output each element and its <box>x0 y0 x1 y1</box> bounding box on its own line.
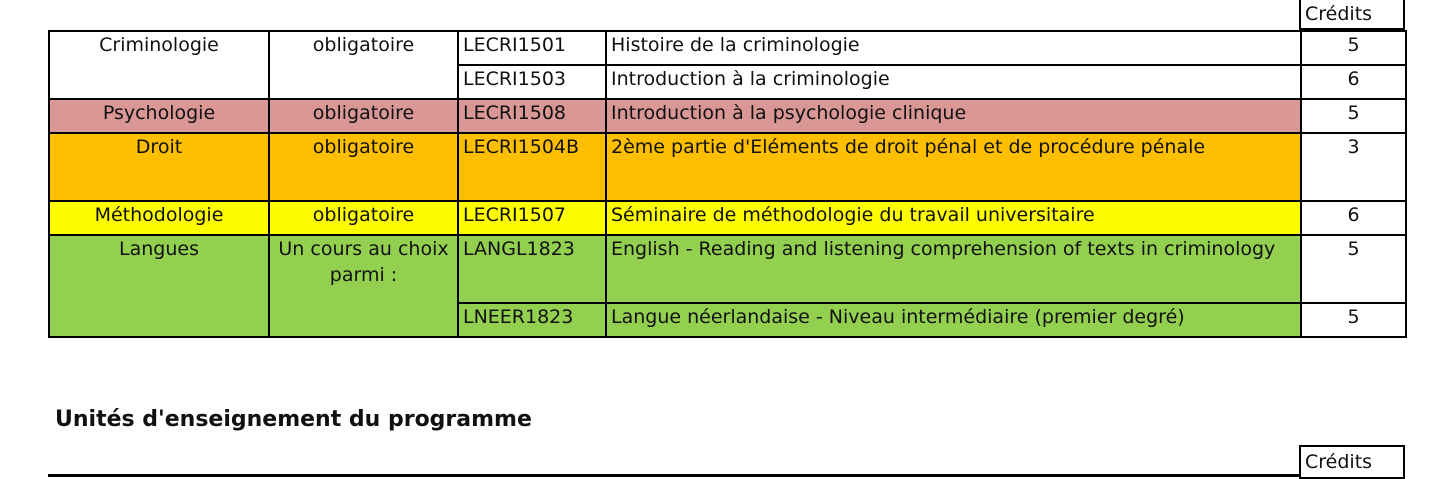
subject-cell: Psychologie <box>49 99 269 133</box>
course-title: English - Reading and listening comprehension of texts in criminology <box>606 235 1301 303</box>
course-code: LECRI1507 <box>458 201 606 235</box>
course-credits: 6 <box>1301 201 1406 235</box>
table-row <box>49 31 1406 65</box>
subject-cell: Criminologie <box>49 31 269 99</box>
course-credits: 6 <box>1301 65 1406 99</box>
course-title: Séminaire de méthodologie du travail universitaire <box>606 201 1301 235</box>
course-title: 2ème partie d'Eléments de droit pénal et de procédure pénale <box>606 133 1301 201</box>
table-row <box>49 133 1406 201</box>
course-code: LANGL1823 <box>458 235 606 303</box>
table-top-rule <box>48 474 1300 477</box>
table-row <box>49 201 1406 235</box>
subject-cell: Méthodologie <box>49 201 269 235</box>
course-code: LECRI1508 <box>458 99 606 133</box>
subject-cell: Langues <box>49 235 269 337</box>
course-title: Langue néerlandaise - Niveau intermédiaire (premier degré) <box>606 303 1301 337</box>
course-code: LNEER1823 <box>458 303 606 337</box>
section-title: Unités d'enseignement du programme <box>55 407 532 432</box>
credits-column-header: Crédits <box>1299 445 1405 479</box>
status-cell: obligatoire <box>269 133 458 201</box>
course-credits: 5 <box>1301 235 1406 303</box>
subject-cell: Droit <box>49 133 269 201</box>
status-cell: obligatoire <box>269 201 458 235</box>
table-row <box>49 99 1406 133</box>
course-title: Histoire de la criminologie <box>606 31 1301 65</box>
course-credits: 5 <box>1301 31 1406 65</box>
course-code: LECRI1504B <box>458 133 606 201</box>
table-row <box>49 235 1406 303</box>
status-cell: obligatoire <box>269 31 458 99</box>
status-cell: Un cours au choix parmi : <box>269 235 458 337</box>
course-table <box>48 30 1407 338</box>
course-code: LECRI1503 <box>458 65 606 99</box>
course-title: Introduction à la psychologie clinique <box>606 99 1301 133</box>
status-cell: obligatoire <box>269 99 458 133</box>
course-credits: 5 <box>1301 99 1406 133</box>
course-title: Introduction à la criminologie <box>606 65 1301 99</box>
course-credits: 5 <box>1301 303 1406 337</box>
course-credits: 3 <box>1301 133 1406 201</box>
credits-column-header: Crédits <box>1299 0 1405 30</box>
course-code: LECRI1501 <box>458 31 606 65</box>
